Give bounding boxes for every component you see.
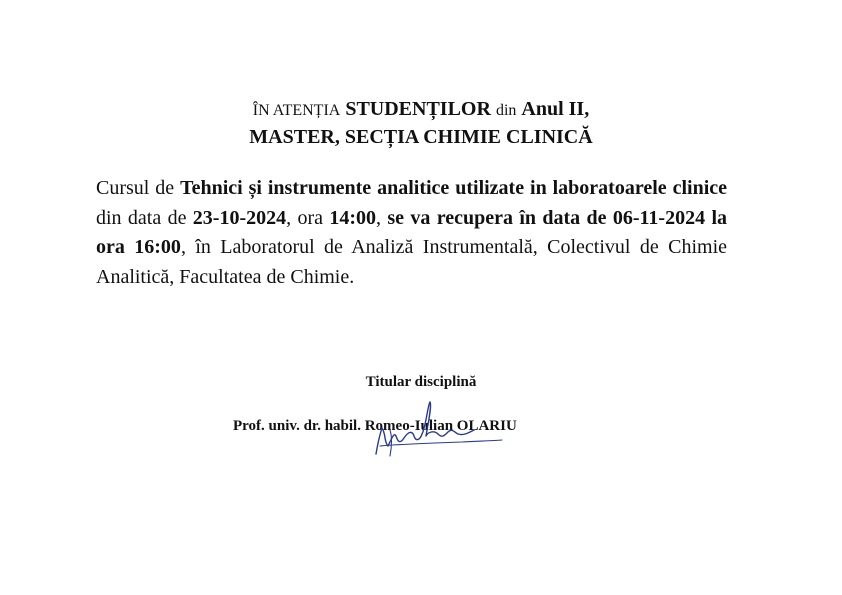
handwritten-signature [362, 396, 512, 466]
text-cursul-de: Cursul de [96, 177, 181, 199]
signatory-name: Prof. univ. dr. habil. Romeo-Iulian OLARIU [233, 418, 517, 434]
text-comma: , [376, 206, 388, 229]
location-text: , în Laboratorul de Analiză Instrumentală, Colectivul de Chimie Analitică, Facultatea de Chimie. [96, 236, 728, 288]
heading-din: din [495, 102, 517, 119]
signature-title: Titular disciplină [365, 374, 477, 390]
text-din-data-de: din data de [96, 206, 193, 229]
heading-prefix: ÎN ATENȚIA [252, 102, 341, 119]
notice-heading-line2: MASTER, SECȚIA CHIMIE CLINICĂ [249, 126, 593, 148]
recovery-statement: se va recupera în data de 06-11-2024 la ora 16:00 [96, 206, 727, 258]
heading-year: Anul II, [521, 98, 590, 120]
text-ora: , ora [286, 206, 330, 229]
original-time: 14:00 [329, 206, 377, 229]
announcement-paragraph [96, 174, 727, 292]
course-name: Tehnici și instrumente analitice utilizate in laboratoarele clinice [180, 177, 728, 199]
original-date: 23-10-2024 [192, 206, 287, 229]
heading-students: STUDENȚILOR [345, 98, 491, 120]
notice-heading-line1 [0, 96, 842, 124]
